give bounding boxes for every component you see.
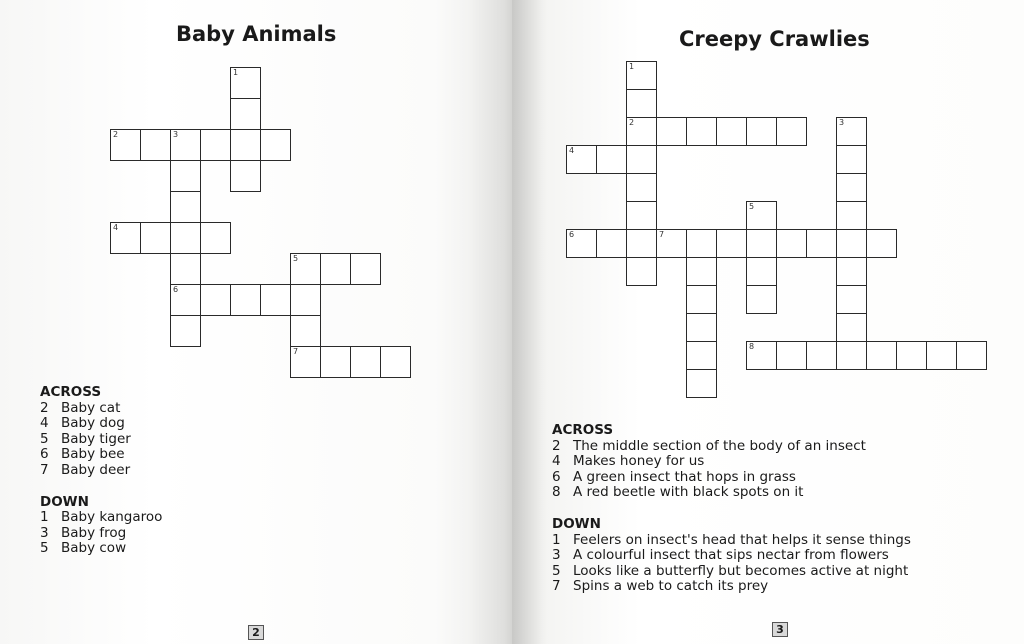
clue-text: Baby dog (61, 415, 125, 432)
cell-number: 1 (233, 68, 239, 77)
crossword-cell (626, 173, 657, 202)
crossword-cell (746, 229, 777, 258)
clue-text: Spins a web to catch its prey (573, 578, 769, 595)
crossword-cell (956, 341, 987, 370)
clue-number: 1 (552, 531, 561, 548)
crossword-cell (686, 369, 717, 398)
clue-item (40, 416, 162, 432)
clue-number: 2 (552, 437, 561, 454)
crossword-cell (686, 313, 717, 342)
cell-number: 5 (293, 254, 299, 263)
right-puzzle-title: Creepy Crawlies (679, 27, 870, 51)
crossword-cell (776, 229, 807, 258)
crossword-cell (626, 117, 657, 146)
crossword-cell (626, 89, 657, 118)
crossword-cell (686, 117, 717, 146)
clue-number: 6 (552, 468, 561, 485)
cell-number: 3 (173, 130, 179, 139)
crossword-cell (140, 129, 171, 161)
clue-number: 3 (552, 547, 561, 564)
clue-text: A green insect that hops in grass (573, 468, 796, 485)
cell-number: 7 (659, 230, 665, 239)
crossword-cell (746, 117, 777, 146)
clue-number: 2 (40, 399, 49, 416)
crossword-cell (866, 229, 897, 258)
crossword-cell (686, 257, 717, 286)
clue-text: Baby bee (61, 446, 125, 463)
clue-item (40, 463, 162, 479)
cell-number: 3 (839, 118, 845, 127)
crossword-cell (716, 229, 747, 258)
crossword-cell (380, 346, 411, 378)
crossword-cell (200, 129, 231, 161)
clue-number: 7 (40, 461, 49, 478)
crossword-cell (746, 257, 777, 286)
crossword-cell (260, 129, 291, 161)
cell-number: 2 (113, 130, 119, 139)
crossword-cell (566, 145, 597, 174)
crossword-cell (746, 341, 777, 370)
clue-number: 7 (552, 578, 561, 595)
crossword-cell (836, 229, 867, 258)
crossword-cell (836, 201, 867, 230)
crossword-cell (626, 61, 657, 90)
clue-number: 5 (40, 430, 49, 447)
crossword-cell (200, 284, 231, 316)
crossword-cell (806, 229, 837, 258)
crossword-cell (230, 284, 261, 316)
clue-number: 3 (40, 524, 49, 541)
clue-item (40, 401, 162, 417)
clue-item (40, 541, 162, 557)
clue-number: 5 (552, 562, 561, 579)
crossword-cell (350, 253, 381, 285)
crossword-cell (836, 173, 867, 202)
down-heading: DOWN (552, 515, 601, 532)
crossword-cell (656, 117, 687, 146)
clue-item (552, 470, 911, 486)
crossword-cell (170, 284, 201, 316)
crossword-cell (170, 315, 201, 347)
crossword-cell (836, 341, 867, 370)
crossword-cell (776, 117, 807, 146)
crossword-cell (626, 145, 657, 174)
clue-item (552, 439, 911, 455)
crossword-cell (716, 117, 747, 146)
crossword-cell (170, 253, 201, 285)
crossword-cell (230, 98, 261, 130)
clue-text: Baby kangaroo (61, 509, 163, 526)
crossword-cell (200, 222, 231, 254)
across-heading: ACROSS (552, 422, 614, 438)
book-gutter (468, 0, 548, 644)
crossword-cell (626, 229, 657, 258)
cell-number: 8 (749, 342, 755, 351)
crossword-cell (836, 313, 867, 342)
crossword-cell (320, 253, 351, 285)
cell-number: 1 (629, 62, 635, 71)
clue-item (552, 454, 911, 470)
clue-text: Baby cat (61, 399, 121, 416)
crossword-cell (926, 341, 957, 370)
crossword-cell (566, 229, 597, 258)
crossword-cell (230, 129, 261, 161)
left-puzzle-title: Baby Animals (176, 22, 337, 46)
crossword-cell (110, 222, 141, 254)
clue-item (552, 579, 911, 595)
clue-number: 8 (552, 484, 561, 501)
crossword-cell (170, 222, 201, 254)
crossword-cell (686, 341, 717, 370)
crossword-cell (596, 145, 627, 174)
clue-text: Baby cow (61, 540, 127, 557)
crossword-cell (686, 285, 717, 314)
crossword-cell (260, 284, 291, 316)
clue-text: A colourful insect that sips nectar from flowers (573, 547, 889, 564)
clue-item (40, 510, 162, 526)
clue-text: Baby deer (61, 461, 131, 478)
clue-number: 6 (40, 446, 49, 463)
left-page-number: 2 (248, 625, 264, 640)
crossword-cell (596, 229, 627, 258)
crossword-cell (230, 67, 261, 99)
cell-number: 6 (173, 285, 179, 294)
right-page-number: 3 (772, 622, 788, 637)
crossword-cell (626, 257, 657, 286)
crossword-cell (320, 346, 351, 378)
clue-number: 4 (40, 415, 49, 432)
crossword-cell (656, 229, 687, 258)
clue-text: Feelers on insect's head that helps it sense things (573, 531, 911, 548)
crossword-cell (170, 160, 201, 192)
clue-text: Looks like a butterfly but becomes active at night (573, 562, 909, 579)
clue-number: 4 (552, 453, 561, 470)
cell-number: 4 (113, 223, 119, 232)
clue-item (552, 548, 911, 564)
crossword-cell (140, 222, 171, 254)
clue-item (552, 533, 911, 549)
cell-number: 4 (569, 146, 575, 155)
cell-number: 6 (569, 230, 575, 239)
crossword-cell (170, 191, 201, 223)
crossword-cell (746, 201, 777, 230)
right-clues (552, 423, 911, 595)
clue-text: The middle section of the body of an insect (573, 437, 866, 454)
crossword-cell (170, 129, 201, 161)
clue-text: Makes honey for us (573, 453, 705, 470)
crossword-cell (290, 346, 321, 378)
clue-number: 5 (40, 540, 49, 557)
crossword-cell (836, 117, 867, 146)
across-heading: ACROSS (40, 384, 102, 400)
clue-item (552, 564, 911, 580)
clue-item (552, 485, 911, 501)
crossword-cell (836, 145, 867, 174)
down-heading: DOWN (40, 493, 89, 510)
crossword-cell (110, 129, 141, 161)
crossword-cell (290, 315, 321, 347)
crossword-cell (896, 341, 927, 370)
cell-number: 2 (629, 118, 635, 127)
crossword-cell (350, 346, 381, 378)
crossword-cell (776, 341, 807, 370)
crossword-cell (836, 257, 867, 286)
crossword-cell (230, 160, 261, 192)
clue-item (40, 447, 162, 463)
cell-number: 5 (749, 202, 755, 211)
clue-number: 1 (40, 509, 49, 526)
crossword-cell (686, 229, 717, 258)
clue-item (40, 526, 162, 542)
crossword-cell (746, 285, 777, 314)
crossword-cell (626, 201, 657, 230)
clue-text: Baby tiger (61, 430, 131, 447)
clue-text: Baby frog (61, 524, 127, 541)
crossword-cell (290, 284, 321, 316)
crossword-cell (290, 253, 321, 285)
left-clues (40, 385, 162, 557)
clue-text: A red beetle with black spots on it (573, 484, 804, 501)
clue-item (40, 432, 162, 448)
cell-number: 7 (293, 347, 299, 356)
crossword-cell (836, 285, 867, 314)
crossword-cell (806, 341, 837, 370)
crossword-cell (866, 341, 897, 370)
